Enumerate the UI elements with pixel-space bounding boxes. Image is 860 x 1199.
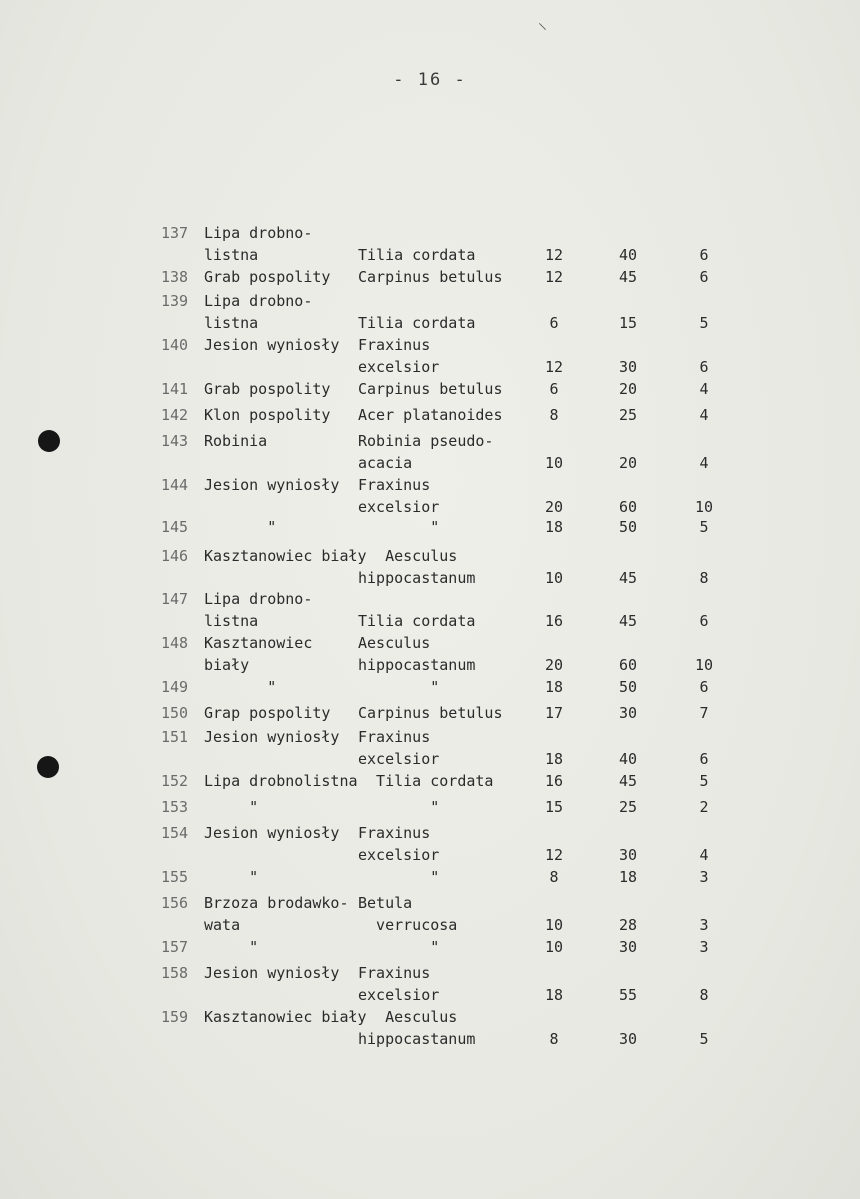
value-3: 10 [694,498,714,516]
entry-number: 137 [161,224,189,242]
value-2: 25 [618,406,638,424]
value-1: 20 [544,656,564,674]
polish-name: Grap pospolity [204,704,331,722]
value-2: 30 [618,1030,638,1048]
polish-name: Jesion wyniosły [204,476,340,494]
latin-name-cont: hippocastanum [358,569,476,587]
latin-name: Carpinus betulus [358,704,503,722]
entry-number: 146 [161,547,189,565]
value-2: 50 [618,678,638,696]
value-1: 10 [544,454,564,472]
value-3: 5 [699,1030,709,1048]
value-2: 30 [618,938,638,956]
value-3: 4 [699,454,709,472]
polish-name-cont: wata [204,916,241,934]
latin-name: Fraxinus [358,336,431,354]
entry-number: 157 [161,938,189,956]
latin-name: Fraxinus [358,824,431,842]
polish-name: Klon pospolity [204,406,331,424]
value-3: 5 [699,772,709,790]
value-3: 4 [699,846,709,864]
polish-name: " [204,518,277,536]
value-2: 20 [618,454,638,472]
polish-name: Jesion wyniosły [204,728,340,746]
entry-number: 139 [161,292,189,310]
latin-name-cont: acacia [358,454,413,472]
value-1: 18 [544,750,564,768]
value-2: 45 [618,268,638,286]
latin-name: Acer platanoides [358,406,503,424]
entry-number: 140 [161,336,189,354]
value-2: 28 [618,916,638,934]
value-3: 2 [699,798,709,816]
latin-name: Carpinus betulus [358,380,503,398]
polish-name: " [204,678,277,696]
value-2: 30 [618,358,638,376]
polish-name-cont: listna [204,612,259,630]
polish-name: Lipa drobnolistna [204,772,358,790]
polish-name: Jesion wyniosły [204,336,340,354]
value-1: 16 [544,612,564,630]
value-3: 6 [699,268,709,286]
value-3: 4 [699,406,709,424]
value-1: 16 [544,772,564,790]
entry-number: 154 [161,824,189,842]
entry-number: 153 [161,798,189,816]
polish-name: Grab pospolity [204,268,331,286]
value-1: 17 [544,704,564,722]
entry-number: 159 [161,1008,189,1026]
value-3: 5 [699,518,709,536]
latin-name-cont: verrucosa [358,916,458,934]
value-2: 45 [618,569,638,587]
latin-name: Fraxinus [358,964,431,982]
value-2: 55 [618,986,638,1004]
value-2: 60 [618,656,638,674]
polish-name: Grab pospolity [204,380,331,398]
value-3: 8 [699,569,709,587]
entry-number: 142 [161,406,189,424]
latin-name: " [358,868,440,886]
latin-name: Robinia pseudo- [358,432,494,450]
polish-name: Lipa drobno- [204,224,313,242]
latin-name-cont: excelsior [358,498,440,516]
polish-name-cont: listna [204,246,259,264]
latin-name-cont: Tilia cordata [358,314,476,332]
entry-number: 155 [161,868,189,886]
value-1: 18 [544,986,564,1004]
value-1: 10 [544,569,564,587]
latin-name: " [358,798,440,816]
value-3: 6 [699,358,709,376]
value-1: 15 [544,798,564,816]
polish-name: Kasztanowiec biały [204,1008,367,1026]
entry-number: 141 [161,380,189,398]
value-1: 6 [549,380,559,398]
latin-name-cont: excelsior [358,986,440,1004]
polish-name: Robinia [204,432,268,450]
latin-name-cont: Tilia cordata [358,612,476,630]
value-1: 8 [549,1030,559,1048]
latin-name: Aesculus [358,634,431,652]
value-3: 8 [699,986,709,1004]
value-1: 12 [544,846,564,864]
polish-name: Lipa drobno- [204,590,313,608]
value-1: 10 [544,938,564,956]
latin-name-cont: Tilia cordata [358,246,476,264]
latin-name: Tilia cordata [358,772,494,790]
value-1: 18 [544,678,564,696]
latin-name-cont: excelsior [358,750,440,768]
latin-name: Aesculus [358,547,458,565]
entry-number: 149 [161,678,189,696]
polish-name: Jesion wyniosły [204,964,340,982]
entry-number: 148 [161,634,189,652]
entry-number: 138 [161,268,189,286]
page-number: - 16 - [393,70,467,90]
entry-number: 147 [161,590,189,608]
value-2: 50 [618,518,638,536]
value-1: 20 [544,498,564,516]
value-3: 6 [699,612,709,630]
value-2: 30 [618,846,638,864]
value-1: 8 [549,868,559,886]
latin-name-cont: hippocastanum [358,656,476,674]
value-1: 8 [549,406,559,424]
polish-name: Lipa drobno- [204,292,313,310]
value-1: 18 [544,518,564,536]
value-1: 10 [544,916,564,934]
latin-name: " [358,518,440,536]
value-1: 12 [544,268,564,286]
value-2: 20 [618,380,638,398]
value-3: 6 [699,750,709,768]
polish-name: " [204,868,259,886]
entry-number: 143 [161,432,189,450]
latin-name-cont: excelsior [358,358,440,376]
polish-name: Kasztanowiec biały [204,547,367,565]
polish-name: Brzoza brodawko- [204,894,349,912]
polish-name: Jesion wyniosły [204,824,340,842]
latin-name: Betula [358,894,413,912]
value-3: 3 [699,868,709,886]
latin-name: Fraxinus [358,476,431,494]
latin-name: Fraxinus [358,728,431,746]
polish-name-cont: listna [204,314,259,332]
entry-number: 156 [161,894,189,912]
value-3: 7 [699,704,709,722]
value-1: 6 [549,314,559,332]
entry-number: 145 [161,518,189,536]
entry-number: 150 [161,704,189,722]
entry-number: 151 [161,728,189,746]
latin-name: " [358,938,440,956]
value-3: 5 [699,314,709,332]
latin-name: Carpinus betulus [358,268,503,286]
value-2: 15 [618,314,638,332]
latin-name: Aesculus [358,1008,458,1026]
value-3: 10 [694,656,714,674]
value-2: 45 [618,772,638,790]
value-2: 40 [618,750,638,768]
value-3: 6 [699,678,709,696]
value-1: 12 [544,246,564,264]
value-2: 18 [618,868,638,886]
value-3: 3 [699,916,709,934]
value-2: 60 [618,498,638,516]
value-2: 25 [618,798,638,816]
polish-name-cont: biały [204,656,250,674]
entry-number: 158 [161,964,189,982]
value-3: 6 [699,246,709,264]
value-1: 12 [544,358,564,376]
value-2: 40 [618,246,638,264]
value-2: 45 [618,612,638,630]
entry-number: 144 [161,476,189,494]
value-2: 30 [618,704,638,722]
polish-name: " [204,938,259,956]
value-3: 4 [699,380,709,398]
latin-name-cont: hippocastanum [358,1030,476,1048]
entry-number: 152 [161,772,189,790]
polish-name: " [204,798,259,816]
latin-name-cont: excelsior [358,846,440,864]
value-3: 3 [699,938,709,956]
latin-name: " [358,678,440,696]
polish-name: Kasztanowiec [204,634,313,652]
